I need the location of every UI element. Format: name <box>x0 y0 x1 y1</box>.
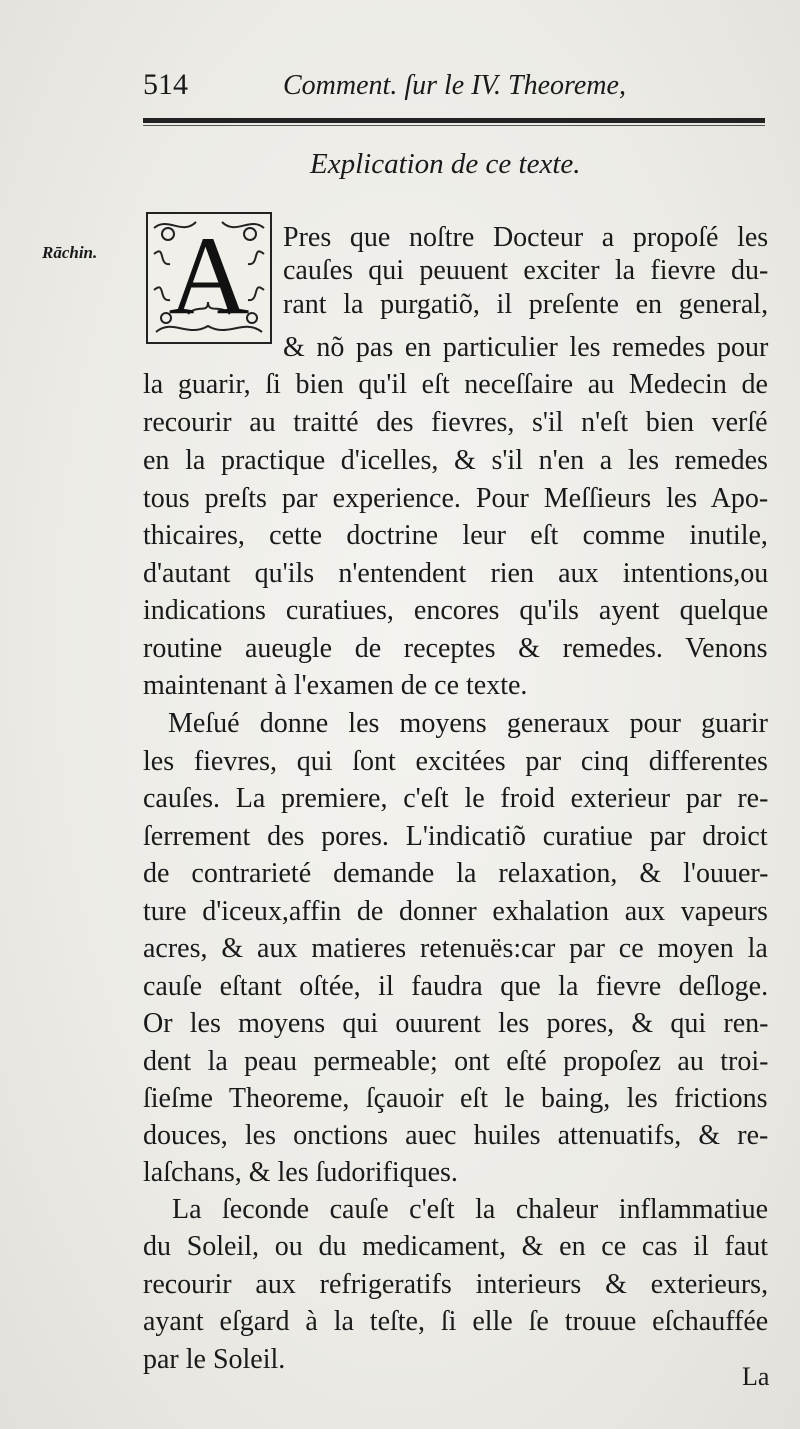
header-rule-thin <box>143 125 765 126</box>
text-line: du Soleil, ou du medicament, & en ce cas il faut <box>143 1231 769 1262</box>
running-title: Comment. ſur le IV. Theoreme, <box>283 70 626 101</box>
section-title: Explication de ce texte. <box>310 148 581 180</box>
text-line: indications curatiues, encores qu'ils ayent quelque <box>143 595 769 626</box>
text-line: les fievres, qui ſont excitées par cinq differentes <box>143 746 768 777</box>
text-line: thicaires, cette doctrine leur eſt comme inutile, <box>143 520 768 551</box>
text-line: par le Soleil. <box>143 1344 286 1375</box>
text-line: routine aueugle de receptes & remedes. Venons <box>143 633 768 664</box>
page-number: 514 <box>143 68 188 101</box>
text-line: acres, & aux matieres retenuës:car par ce moyen la <box>143 933 768 964</box>
text-line: cauſes qui peuuent exciter la fievre du- <box>283 255 769 286</box>
text-line: recourir au traitté des fievres, s'il n'eſt bien verſé <box>143 407 768 438</box>
text-line: la guarir, ſi bien qu'il eſt neceſſaire au Medecin de <box>143 369 768 400</box>
text-line: & nõ pas en particulier les remedes pour <box>283 332 769 363</box>
text-line: maintenant à l'examen de ce texte. <box>143 670 528 701</box>
text-line: ayant eſgard à la teſte, ſi elle ſe trouue eſchauffée <box>143 1306 769 1337</box>
text-line: de contrarieté demande la relaxation, & l'ouuer- <box>143 858 769 889</box>
text-line: tous preſts par experience. Pour Meſſieurs les Apo- <box>143 483 769 514</box>
text-line: Meſué donne les moyens generaux pour guarir <box>168 708 768 739</box>
margin-note: Rāchin. <box>42 243 98 262</box>
text-line: en la practique d'icelles, & s'il n'en a les remedes <box>143 445 768 476</box>
text-line: La ſeconde cauſe c'eſt la chaleur inflammatiue <box>172 1194 768 1225</box>
text-line: Or les moyens qui ouurent les pores, & qui ren- <box>143 1008 769 1039</box>
text-line: Pres que noſtre Docteur a propoſé les <box>283 222 769 253</box>
decorated-initial <box>146 212 272 344</box>
text-line: douces, les onctions auec huiles attenuatifs, & re- <box>143 1120 769 1151</box>
running-header <box>143 68 763 108</box>
text-line: cauſe eſtant oſtée, il faudra que la fievre deſloge. <box>143 971 769 1002</box>
initial-letter: A <box>168 214 250 338</box>
header-rule <box>143 118 765 123</box>
text-line: ſieſme Theoreme, ſçauoir eſt le baing, les frictions <box>143 1083 768 1114</box>
text-line: laſchans, & les ſudorifiques. <box>143 1157 458 1188</box>
text-line: recourir aux refrigeratifs interieurs & exterieurs, <box>143 1269 769 1300</box>
text-line: dent la peau permeable; ont eſté propoſez au troi- <box>143 1046 769 1077</box>
text-line: ſerrement des pores. L'indicatiõ curatiue par droict <box>143 821 768 852</box>
catchword: La <box>742 1362 770 1391</box>
text-line: d'autant qu'ils n'entendent rien aux intentions,ou <box>143 558 769 589</box>
text-line: cauſes. La premiere, c'eſt le froid exterieur par re- <box>143 783 769 814</box>
text-line: rant la purgatiõ, il preſente en general, <box>283 289 769 320</box>
text-line: ture d'iceux,affin de donner exhalation aux vapeurs <box>143 896 768 927</box>
